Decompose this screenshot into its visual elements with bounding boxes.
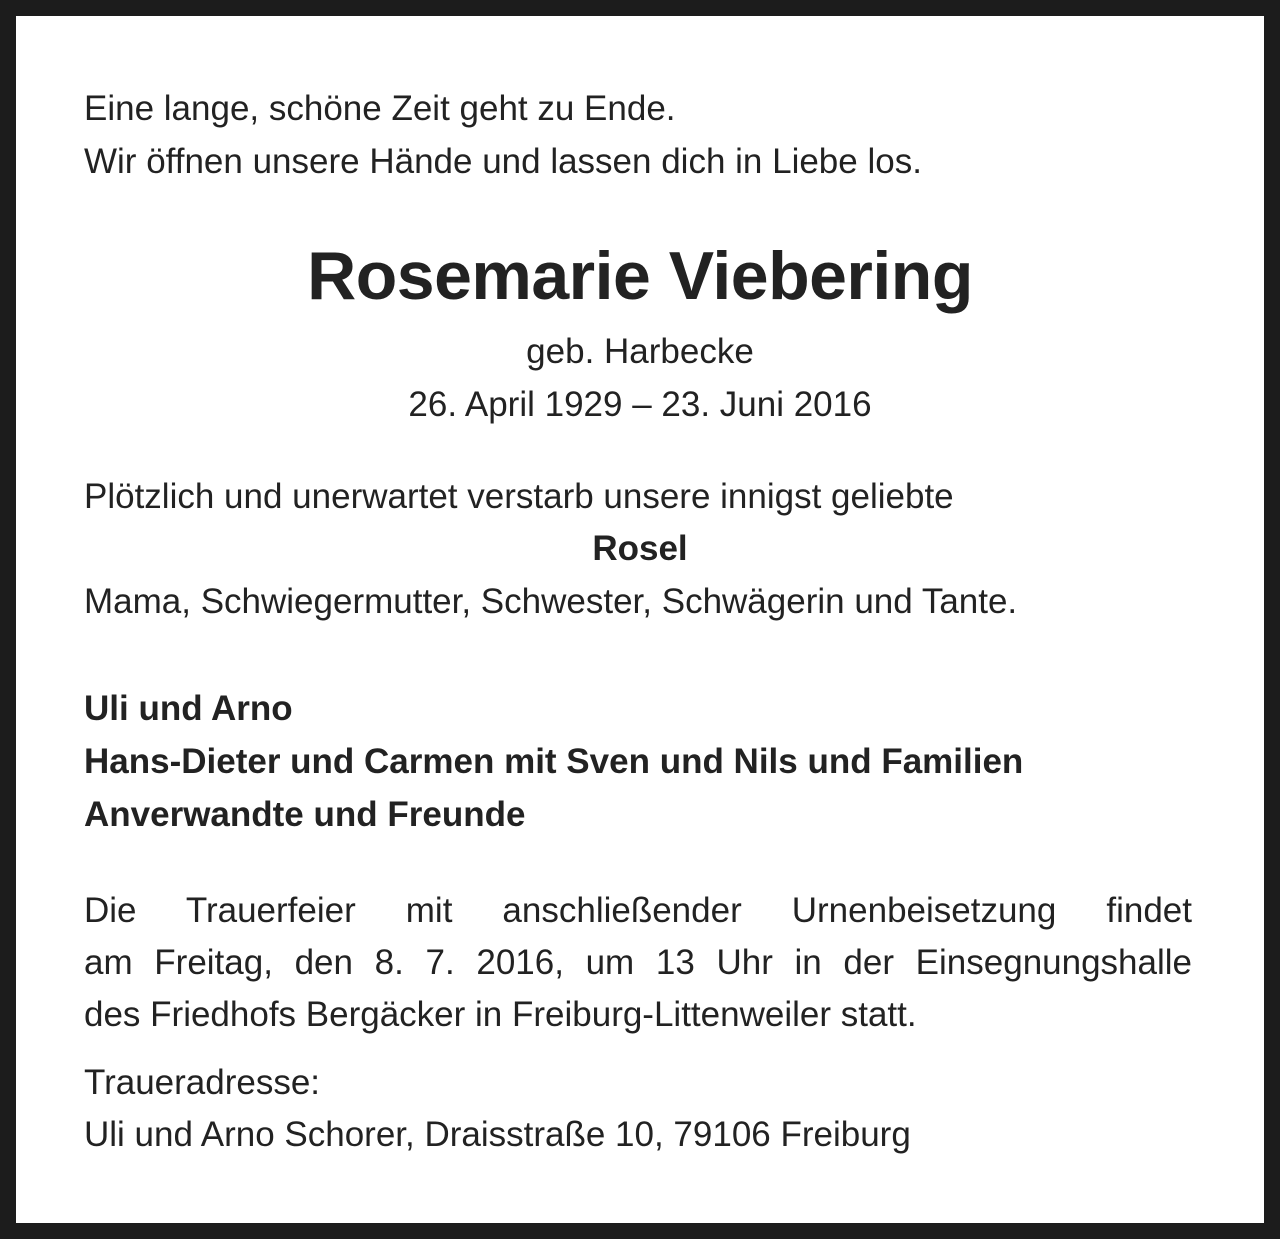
announcement-line-1: Plötzlich und unerwartet verstarb unsere innigst geliebte <box>84 477 954 516</box>
motto-line-2: Wir öffnen unsere Hände und lassen dich in Liebe los. <box>84 142 922 181</box>
mourner-line: Hans-Dieter und Carmen mit Sven und Nils und Familien <box>84 742 1024 781</box>
mourner-line: Uli und Arno <box>84 689 293 728</box>
service-line-3: des Friedhofs Bergäcker in Freiburg-Littenweiler statt. <box>84 995 917 1034</box>
life-dates: 26. April 1929 – 23. Juni 2016 <box>408 385 872 424</box>
nickname: Rosel <box>592 529 688 568</box>
announcement-line-2: Mama, Schwiegermutter, Schwester, Schwägerin und Tante. <box>84 582 1018 621</box>
motto-line-1: Eine lange, schöne Zeit geht zu Ende. <box>84 89 676 128</box>
address-label: Traueradresse: <box>84 1063 321 1102</box>
service-line-1: Die Trauerfeier mit anschließender Urnenbeisetzung findet <box>84 891 1192 930</box>
birth-name: geb. Harbecke <box>526 332 754 371</box>
deceased-name: Rosemarie Viebering <box>307 238 973 314</box>
mourner-line: Anverwandte und Freunde <box>84 795 526 834</box>
service-line-2: am Freitag, den 8. 7. 2016, um 13 Uhr in der Einsegnungshalle <box>84 943 1192 982</box>
address-value: Uli und Arno Schorer, Draisstraße 10, 79106 Freiburg <box>84 1115 911 1154</box>
